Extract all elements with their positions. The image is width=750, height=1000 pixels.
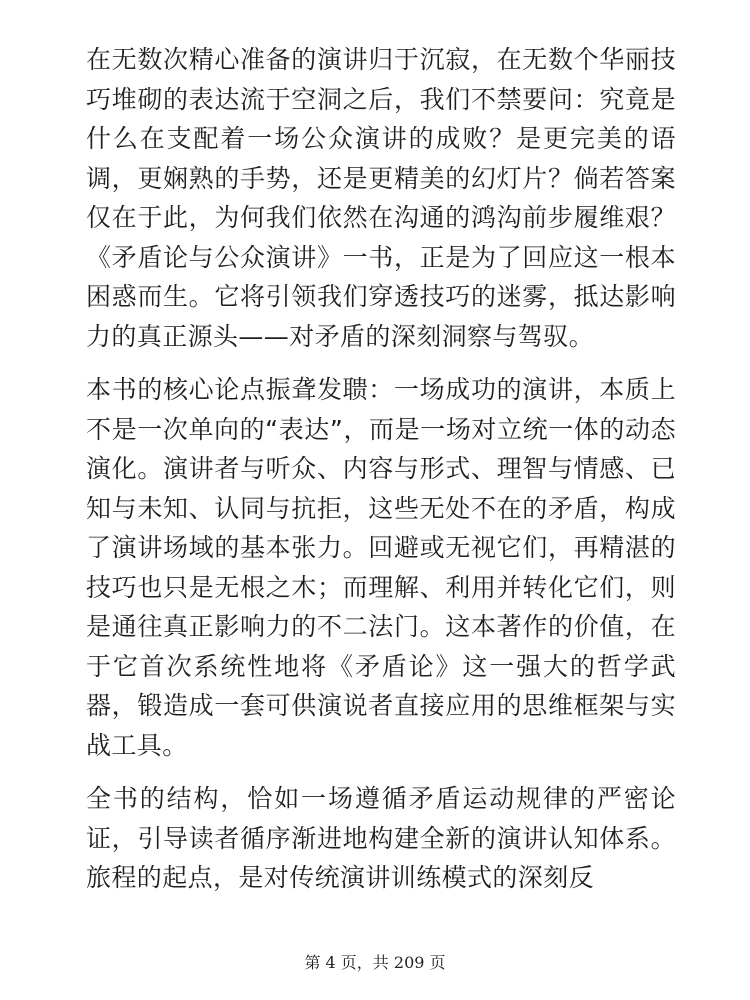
paragraph-1: 在无数次精心准备的演讲归于沉寂，在无数个华丽技巧堆砌的表达流于空洞之后，我们不禁要问：究竟是什么在支配着一场公众演讲的成败？是更完美的语调，更娴熟的手势，还是更精美的幻灯片？倘若答案仅在于此，为何我们依然在沟通的鸿沟前步履维艰？《矛盾论与公众演讲》一书，正是为了回应这一根本困惑而生。它将引领我们穿透技巧的迷雾，抵达影响力的真正源头——对矛盾的深刻洞察与驾驭。	[86, 45, 676, 351]
paragraph-3: 全书的结构，恰如一场遵循矛盾运动规律的严密论证，引导读者循序渐进地构建全新的演讲认知体系。旅程的起点，是对传统演讲训练模式的深刻反	[86, 784, 676, 892]
page-body	[86, 40, 676, 912]
paragraph-2: 本书的核心论点振聋发聩：一场成功的演讲，本质上不是一次单向的“表达”，而是一场对立统一体的动态演化。演讲者与听众、内容与形式、理智与情感、已知与未知、认同与抗拒，这些无处不在的矛盾，构成了演讲场域的基本张力。回避或无视它们，再精湛的技巧也只是无根之木；而理解、利用并转化它们，则是通往真正影响力的不二法门。这本著作的价值，在于它首次系统性地将《矛盾论》这一强大的哲学武器，锻造成一套可供演说者直接应用的思维框架与实战工具。	[86, 375, 676, 760]
page-number-footer: 第 4 页，共 209 页	[304, 953, 446, 972]
